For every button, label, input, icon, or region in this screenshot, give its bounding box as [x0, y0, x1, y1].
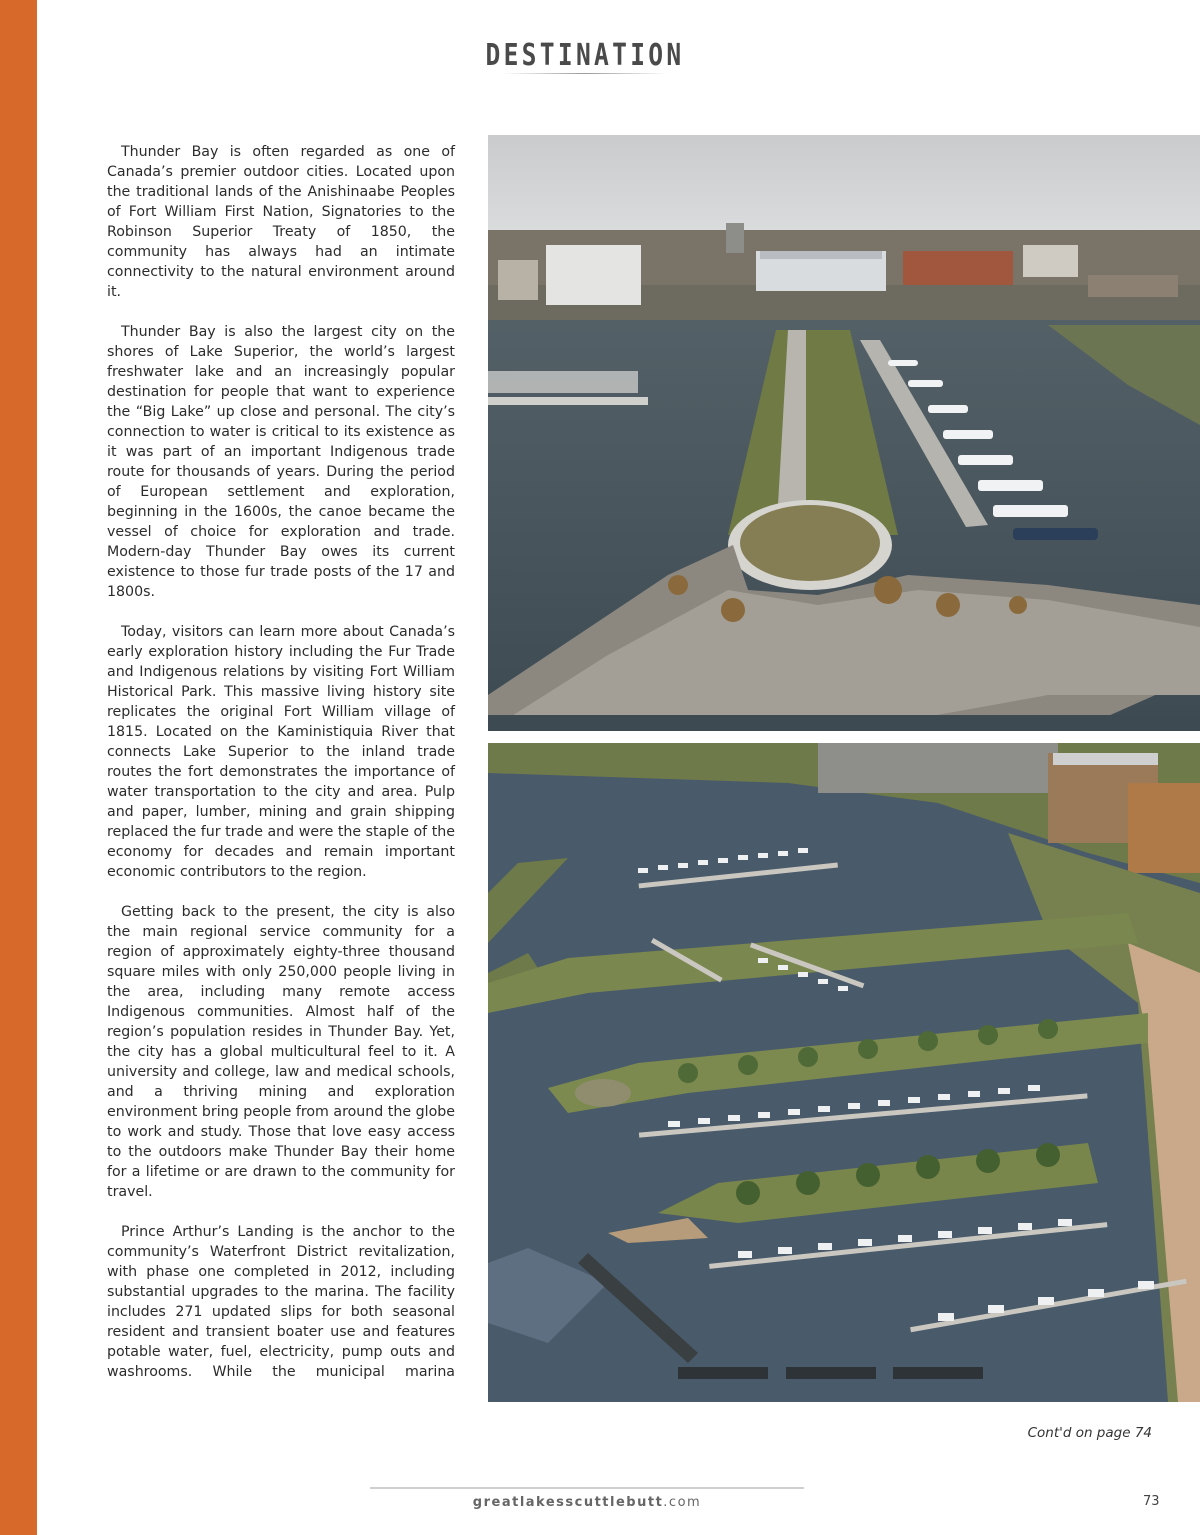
footer-divider	[370, 1487, 804, 1489]
article-paragraph: Today, visitors can learn more about Canada’s early exploration history including the Fur Trade and Indigenous relations by visiting Fort William Historical Park. This massive living history site replicates the original Fort William village of 1815. Located on the Kaministiquia River that connects Lake Superior to the inland trade routes the fort demonstrates the importance of water transportation to the city and area. Pulp and paper, lumber, mining and grain shipping replaced the fur trade and were the staple of the economy for decades and remain important economic contributors to the region.	[107, 624, 455, 880]
article-paragraph: Prince Arthur’s Landing is the anchor to the community’s Waterfront District revitalization, with phase one completed in 2012, including substantial upgrades to the marina. The facility includes 271 updated slips for both seasonal resident and transient boater use and features potable water, fuel, electricity, pump outs and washrooms. While the municipal marina	[107, 1224, 455, 1380]
page-number: 73	[1143, 1494, 1160, 1509]
continued-note: Cont'd on page 74	[1027, 1425, 1152, 1441]
marina-pier-aerial-photo	[488, 135, 1200, 731]
footer-site-tld: .com	[663, 1495, 702, 1510]
accent-side-bar	[0, 0, 37, 1535]
article-paragraph: Getting back to the present, the city is also the main regional service community for a region of approximately eighty-three thousand square miles with only 250,000 people living in the area, including many remote access Indigenous communities. Almost half of the region’s population resides in Thunder Bay. Yet, the city has a global multicultural feel to it. A university and college, law and medical schools, and a thriving mining and exploration environment bring people from around the globe to work and study. Those that love easy access to the outdoors make Thunder Bay their home for a lifetime or are drawn to the community for travel.	[107, 904, 455, 1200]
marina-docks-aerial-photo	[488, 743, 1200, 1402]
title-underline	[502, 73, 668, 74]
footer-site-name: greatlakesscuttlebutt	[472, 1495, 664, 1510]
article-paragraph: Thunder Bay is also the largest city on the shores of Lake Superior, the world’s largest freshwater lake and an increasingly popular destination for people that want to experience the “Big Lake” up close and personal. The city’s connection to water is critical to its existence as it was part of an important Indigenous trade route for thousands of years. During the period of European settlement and exploration, beginning in the 1600s, the canoe became the vessel of choice for exploration and trade. Modern-day Thunder Bay owes its current existence to those fur trade posts of the 17 and 1800s.	[107, 324, 455, 600]
section-title: DESTINATION	[485, 38, 685, 73]
article-body	[107, 142, 455, 1382]
article-paragraph: Thunder Bay is often regarded as one of Canada’s premier outdoor cities. Located upon the traditional lands of the Anishinaabe Peoples of Fort William First Nation, Signatories to the Robinson Superior Treaty of 1850, the community has always had an intimate connectivity to the natural environment around it.	[107, 144, 455, 300]
footer-website	[370, 1495, 804, 1510]
